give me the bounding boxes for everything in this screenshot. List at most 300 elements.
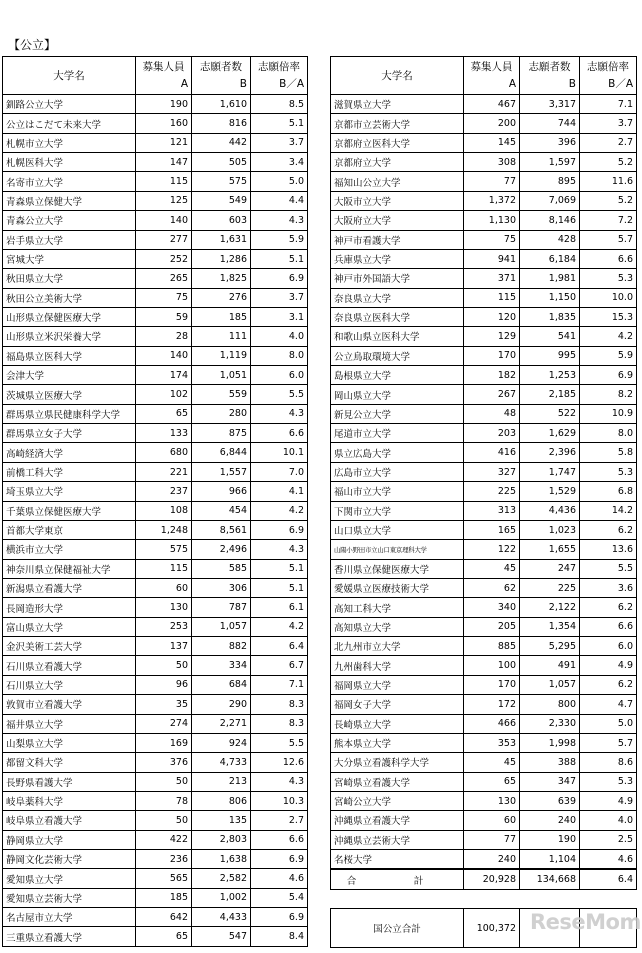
ratio-cell: 6.4 <box>251 637 308 656</box>
table-row <box>331 656 637 675</box>
applicants-cell: 547 <box>192 927 251 946</box>
quota-cell: 190 <box>136 95 192 114</box>
university-name: 京都府立大学 <box>331 153 464 172</box>
ratio-cell: 10.9 <box>580 404 637 423</box>
applicants-cell: 966 <box>192 482 251 501</box>
ratio-cell: 6.6 <box>580 249 637 268</box>
university-name: 静岡文化芸術大学 <box>3 850 136 869</box>
ratio-cell: 5.2 <box>580 191 637 210</box>
quota-cell: 205 <box>464 617 520 636</box>
university-name: 名古屋市立大学 <box>3 908 136 927</box>
quota-cell: 252 <box>136 249 192 268</box>
university-name: 新潟県立看護大学 <box>3 578 136 597</box>
header-ratio: 志願倍率 B／A <box>580 57 637 95</box>
ratio-cell: 8.2 <box>580 385 637 404</box>
university-name: 会津大学 <box>3 366 136 385</box>
table-row <box>331 346 637 365</box>
table-row <box>3 695 308 714</box>
total-label: 合 計 <box>331 869 464 889</box>
applicants-cell: 334 <box>192 656 251 675</box>
university-name: 高知工科大学 <box>331 598 464 617</box>
applicants-cell: 1,051 <box>192 366 251 385</box>
table-row <box>331 172 637 191</box>
table-row <box>331 249 637 268</box>
ratio-cell: 3.6 <box>580 578 637 597</box>
ratio-cell: 6.6 <box>251 424 308 443</box>
table-row <box>3 888 308 907</box>
university-name: 首都大学東京 <box>3 520 136 539</box>
applicants-cell: 1,104 <box>520 850 580 870</box>
university-name: 島根県立大学 <box>331 366 464 385</box>
header-row <box>331 57 637 95</box>
table-row <box>331 637 637 656</box>
table-row <box>331 114 637 133</box>
applicants-cell: 505 <box>192 153 251 172</box>
table-row <box>331 153 637 172</box>
applicants-cell: 1,057 <box>192 617 251 636</box>
applicants-cell: 1,002 <box>192 888 251 907</box>
ratio-cell: 8.4 <box>251 927 308 946</box>
ratio-cell: 5.9 <box>251 230 308 249</box>
quota-cell: 575 <box>136 540 192 559</box>
table-row <box>3 501 308 520</box>
header-quota: 募集人員 A <box>136 57 192 95</box>
university-name: 大阪市立大学 <box>331 191 464 210</box>
table-row <box>3 230 308 249</box>
university-name: 奈良県立医科大学 <box>331 307 464 326</box>
quota-cell: 77 <box>464 172 520 191</box>
applicants-cell: 428 <box>520 230 580 249</box>
applicants-cell: 816 <box>192 114 251 133</box>
quota-cell: 416 <box>464 443 520 462</box>
university-name: 山形県立米沢栄養大学 <box>3 327 136 346</box>
applicants-cell: 247 <box>520 559 580 578</box>
university-name: 岡山県立大学 <box>331 385 464 404</box>
table-row <box>3 675 308 694</box>
applicants-cell: 1,023 <box>520 520 580 539</box>
applicants-cell: 2,582 <box>192 869 251 888</box>
quota-cell: 185 <box>136 888 192 907</box>
applicants-cell: 1,597 <box>520 153 580 172</box>
ratio-cell: 5.2 <box>580 153 637 172</box>
quota-cell: 50 <box>136 656 192 675</box>
applicants-cell: 454 <box>192 501 251 520</box>
quota-cell: 65 <box>136 927 192 946</box>
table-row <box>3 714 308 733</box>
applicants-cell: 388 <box>520 753 580 772</box>
table-row <box>3 114 308 133</box>
right-table-body <box>331 95 637 870</box>
quota-cell: 172 <box>464 695 520 714</box>
ratio-cell: 7.1 <box>580 95 637 114</box>
applicants-cell: 225 <box>520 578 580 597</box>
applicants-cell: 4,436 <box>520 501 580 520</box>
quota-cell: 121 <box>136 133 192 152</box>
ratio-cell: 3.7 <box>251 288 308 307</box>
quota-cell: 120 <box>464 307 520 326</box>
quota-cell: 466 <box>464 714 520 733</box>
applicants-cell: 800 <box>520 695 580 714</box>
table-row <box>3 346 308 365</box>
ratio-cell: 4.3 <box>251 540 308 559</box>
table-row <box>331 211 637 230</box>
table-row <box>3 269 308 288</box>
university-name: 福岡女子大学 <box>331 695 464 714</box>
quota-cell: 133 <box>136 424 192 443</box>
ratio-cell: 4.9 <box>580 656 637 675</box>
university-name: 尾道市立大学 <box>331 424 464 443</box>
university-name: 金沢美術工芸大学 <box>3 637 136 656</box>
ratio-cell: 4.9 <box>580 791 637 810</box>
national-total-label: 国公立合計 <box>331 909 464 948</box>
ratio-cell: 11.6 <box>580 172 637 191</box>
table-row <box>3 172 308 191</box>
ratio-cell: 4.2 <box>580 327 637 346</box>
applicants-cell: 924 <box>192 733 251 752</box>
university-name: 埼玉県立大学 <box>3 482 136 501</box>
applicants-cell: 6,844 <box>192 443 251 462</box>
university-name: 高崎経済大学 <box>3 443 136 462</box>
university-name: 九州歯科大学 <box>331 656 464 675</box>
university-name: 秋田県立大学 <box>3 269 136 288</box>
table-row <box>331 811 637 830</box>
table-row <box>3 307 308 326</box>
quota-cell: 203 <box>464 424 520 443</box>
ratio-cell: 2.7 <box>580 133 637 152</box>
table-row <box>331 366 637 385</box>
quota-cell: 170 <box>464 346 520 365</box>
table-row <box>331 327 637 346</box>
ratio-cell: 8.3 <box>251 714 308 733</box>
quota-cell: 340 <box>464 598 520 617</box>
table-row <box>331 462 637 481</box>
ratio-cell: 3.7 <box>251 133 308 152</box>
university-name: 宮崎県立看護大学 <box>331 772 464 791</box>
applicants-cell: 306 <box>192 578 251 597</box>
table-row <box>3 850 308 869</box>
university-name: 高知県立大学 <box>331 617 464 636</box>
table-row <box>3 211 308 230</box>
ratio-cell: 4.7 <box>580 695 637 714</box>
table-row <box>331 385 637 404</box>
table-row <box>3 908 308 927</box>
ratio-cell: 5.5 <box>580 559 637 578</box>
table-row <box>331 733 637 752</box>
quota-cell: 45 <box>464 559 520 578</box>
university-name: 名寄市立大学 <box>3 172 136 191</box>
ratio-cell: 10.3 <box>251 791 308 810</box>
table-row <box>331 191 637 210</box>
ratio-cell: 15.3 <box>580 307 637 326</box>
table-row <box>3 540 308 559</box>
university-name: 大阪府立大学 <box>331 211 464 230</box>
table-row <box>331 95 637 114</box>
university-name: 千葉県立保健医療大学 <box>3 501 136 520</box>
quota-cell: 62 <box>464 578 520 597</box>
applicants-cell: 347 <box>520 772 580 791</box>
university-name: 秋田公立美術大学 <box>3 288 136 307</box>
university-name: 福井県立大学 <box>3 714 136 733</box>
ratio-cell: 4.4 <box>251 191 308 210</box>
university-name: 都留文科大学 <box>3 753 136 772</box>
university-name: 県立広島大学 <box>331 443 464 462</box>
university-name: 札幌医科大学 <box>3 153 136 172</box>
ratio-cell: 8.3 <box>251 695 308 714</box>
table-row <box>3 404 308 423</box>
table-row <box>3 656 308 675</box>
quota-cell: 376 <box>136 753 192 772</box>
ratio-cell: 5.3 <box>580 269 637 288</box>
quota-cell: 277 <box>136 230 192 249</box>
quota-cell: 75 <box>136 288 192 307</box>
applicants-cell: 882 <box>192 637 251 656</box>
university-name: 札幌市立大学 <box>3 133 136 152</box>
table-row <box>3 559 308 578</box>
table-row <box>331 269 637 288</box>
applicants-cell: 8,146 <box>520 211 580 230</box>
quota-cell: 371 <box>464 269 520 288</box>
right-table <box>330 56 637 890</box>
university-name: 神戸市看護大学 <box>331 230 464 249</box>
applicants-cell: 603 <box>192 211 251 230</box>
applicants-cell: 185 <box>192 307 251 326</box>
applicants-cell: 806 <box>192 791 251 810</box>
quota-cell: 100 <box>464 656 520 675</box>
university-name: 名桜大学 <box>331 850 464 870</box>
quota-cell: 169 <box>136 733 192 752</box>
quota-cell: 78 <box>136 791 192 810</box>
ratio-cell: 5.0 <box>251 172 308 191</box>
university-name: 下関市立大学 <box>331 501 464 520</box>
applicants-cell: 1,286 <box>192 249 251 268</box>
table-row <box>3 133 308 152</box>
header-applicants: 志願者数 B <box>192 57 251 95</box>
quota-cell: 115 <box>136 172 192 191</box>
university-name: 愛知県立芸術大学 <box>3 888 136 907</box>
quota-cell: 140 <box>136 346 192 365</box>
university-name: 熊本県立大学 <box>331 733 464 752</box>
ratio-cell: 2.5 <box>580 830 637 849</box>
applicants-cell: 995 <box>520 346 580 365</box>
header-name: 大学名 <box>3 57 136 95</box>
quota-cell: 137 <box>136 637 192 656</box>
table-row <box>331 791 637 810</box>
table-row <box>3 95 308 114</box>
quota-cell: 313 <box>464 501 520 520</box>
table-row <box>3 327 308 346</box>
ratio-cell: 5.7 <box>580 230 637 249</box>
header-quota: 募集人員 A <box>464 57 520 95</box>
applicants-cell: 213 <box>192 772 251 791</box>
ratio-cell: 5.7 <box>580 733 637 752</box>
applicants-cell: 442 <box>192 133 251 152</box>
ratio-cell: 6.0 <box>580 637 637 656</box>
university-name: 群馬県立女子大学 <box>3 424 136 443</box>
ratio-cell: 4.2 <box>251 501 308 520</box>
university-name: 愛媛県立医療技術大学 <box>331 578 464 597</box>
table-row <box>3 733 308 752</box>
quota-cell: 170 <box>464 675 520 694</box>
quota-cell: 467 <box>464 95 520 114</box>
university-name: 山形県立保健医療大学 <box>3 307 136 326</box>
ratio-cell: 5.3 <box>580 462 637 481</box>
ratio-cell: 4.0 <box>251 327 308 346</box>
university-name: 新見公立大学 <box>331 404 464 423</box>
quota-cell: 221 <box>136 462 192 481</box>
ratio-cell: 13.6 <box>580 540 637 559</box>
applicants-cell: 744 <box>520 114 580 133</box>
applicants-cell: 575 <box>192 172 251 191</box>
ratio-cell: 5.9 <box>580 346 637 365</box>
university-name: 三重県立看護大学 <box>3 927 136 946</box>
table-row <box>3 288 308 307</box>
applicants-cell: 1,638 <box>192 850 251 869</box>
applicants-cell: 559 <box>192 385 251 404</box>
national-total-quota: 100,372 <box>464 909 520 948</box>
ratio-cell: 4.3 <box>251 211 308 230</box>
university-name: 前橋工科大学 <box>3 462 136 481</box>
applicants-cell: 2,496 <box>192 540 251 559</box>
applicants-cell: 6,184 <box>520 249 580 268</box>
applicants-cell: 787 <box>192 598 251 617</box>
quota-cell: 48 <box>464 404 520 423</box>
quota-cell: 160 <box>136 114 192 133</box>
ratio-cell: 5.8 <box>580 443 637 462</box>
university-name: 長崎県立大学 <box>331 714 464 733</box>
quota-cell: 200 <box>464 114 520 133</box>
ratio-cell: 5.1 <box>251 559 308 578</box>
quota-cell: 60 <box>136 578 192 597</box>
university-name: 神戸市外国語大学 <box>331 269 464 288</box>
ratio-cell: 2.7 <box>251 811 308 830</box>
quota-cell: 642 <box>136 908 192 927</box>
applicants-cell: 1,150 <box>520 288 580 307</box>
ratio-cell: 5.3 <box>580 772 637 791</box>
ratio-cell: 6.2 <box>580 520 637 539</box>
table-row <box>331 830 637 849</box>
applicants-cell: 4,433 <box>192 908 251 927</box>
ratio-cell: 4.2 <box>251 617 308 636</box>
quota-cell: 77 <box>464 830 520 849</box>
university-name: 沖縄県立芸術大学 <box>331 830 464 849</box>
applicants-cell: 3,317 <box>520 95 580 114</box>
ratio-cell: 4.3 <box>251 404 308 423</box>
table-row <box>331 695 637 714</box>
university-name: 公立鳥取環境大学 <box>331 346 464 365</box>
table-row <box>3 772 308 791</box>
quota-cell: 102 <box>136 385 192 404</box>
watermark-logo: ReseMom <box>530 910 641 934</box>
ratio-cell: 5.1 <box>251 249 308 268</box>
quota-cell: 59 <box>136 307 192 326</box>
applicants-cell: 1,610 <box>192 95 251 114</box>
total-applicants: 134,668 <box>520 869 580 889</box>
university-name: 青森県立保健大学 <box>3 191 136 210</box>
applicants-cell: 2,122 <box>520 598 580 617</box>
quota-cell: 225 <box>464 482 520 501</box>
ratio-cell: 3.4 <box>251 153 308 172</box>
quota-cell: 236 <box>136 850 192 869</box>
quota-cell: 885 <box>464 637 520 656</box>
ratio-cell: 5.0 <box>580 714 637 733</box>
quota-cell: 422 <box>136 830 192 849</box>
applicants-cell: 8,561 <box>192 520 251 539</box>
table-row <box>3 191 308 210</box>
ratio-cell: 14.2 <box>580 501 637 520</box>
ratio-cell: 10.0 <box>580 288 637 307</box>
table-row <box>331 772 637 791</box>
university-name: 宮城大学 <box>3 249 136 268</box>
table-row <box>3 153 308 172</box>
quota-cell: 253 <box>136 617 192 636</box>
ratio-cell: 3.7 <box>580 114 637 133</box>
ratio-cell: 6.7 <box>251 656 308 675</box>
applicants-cell: 541 <box>520 327 580 346</box>
left-table <box>2 56 308 947</box>
applicants-cell: 491 <box>520 656 580 675</box>
quota-cell: 75 <box>464 230 520 249</box>
ratio-cell: 4.6 <box>580 850 637 870</box>
quota-cell: 353 <box>464 733 520 752</box>
quota-cell: 267 <box>464 385 520 404</box>
ratio-cell: 6.2 <box>580 598 637 617</box>
ratio-cell: 4.1 <box>251 482 308 501</box>
table-row <box>331 230 637 249</box>
table-row <box>331 559 637 578</box>
applicants-cell: 895 <box>520 172 580 191</box>
applicants-cell: 1,629 <box>520 424 580 443</box>
applicants-cell: 1,835 <box>520 307 580 326</box>
applicants-cell: 1,119 <box>192 346 251 365</box>
university-name: 茨城県立医療大学 <box>3 385 136 404</box>
applicants-cell: 2,803 <box>192 830 251 849</box>
ratio-cell: 12.6 <box>251 753 308 772</box>
table-row <box>3 482 308 501</box>
quota-cell: 122 <box>464 540 520 559</box>
quota-cell: 165 <box>464 520 520 539</box>
quota-cell: 1,372 <box>464 191 520 210</box>
university-name: 神奈川県立保健福祉大学 <box>3 559 136 578</box>
total-quota: 20,928 <box>464 869 520 889</box>
university-name: 福岡県立大学 <box>331 675 464 694</box>
section-title: 【公立】 <box>8 38 57 52</box>
quota-cell: 129 <box>464 327 520 346</box>
applicants-cell: 639 <box>520 791 580 810</box>
quota-cell: 96 <box>136 675 192 694</box>
ratio-cell: 6.9 <box>251 908 308 927</box>
table-row <box>331 443 637 462</box>
ratio-cell: 7.0 <box>251 462 308 481</box>
table-row <box>331 540 637 559</box>
quota-cell: 50 <box>136 811 192 830</box>
ratio-cell: 6.6 <box>580 617 637 636</box>
university-name: 京都府立医科大学 <box>331 133 464 152</box>
ratio-cell: 8.6 <box>580 753 637 772</box>
quota-cell: 147 <box>136 153 192 172</box>
university-name: 大分県立看護科学大学 <box>331 753 464 772</box>
table-row <box>331 578 637 597</box>
applicants-cell: 240 <box>520 811 580 830</box>
quota-cell: 308 <box>464 153 520 172</box>
table-row <box>331 424 637 443</box>
ratio-cell: 5.1 <box>251 114 308 133</box>
table-row <box>331 482 637 501</box>
quota-cell: 65 <box>464 772 520 791</box>
table-row <box>3 927 308 946</box>
table-row <box>3 578 308 597</box>
university-name: 釧路公立大学 <box>3 95 136 114</box>
ratio-cell: 4.6 <box>251 869 308 888</box>
